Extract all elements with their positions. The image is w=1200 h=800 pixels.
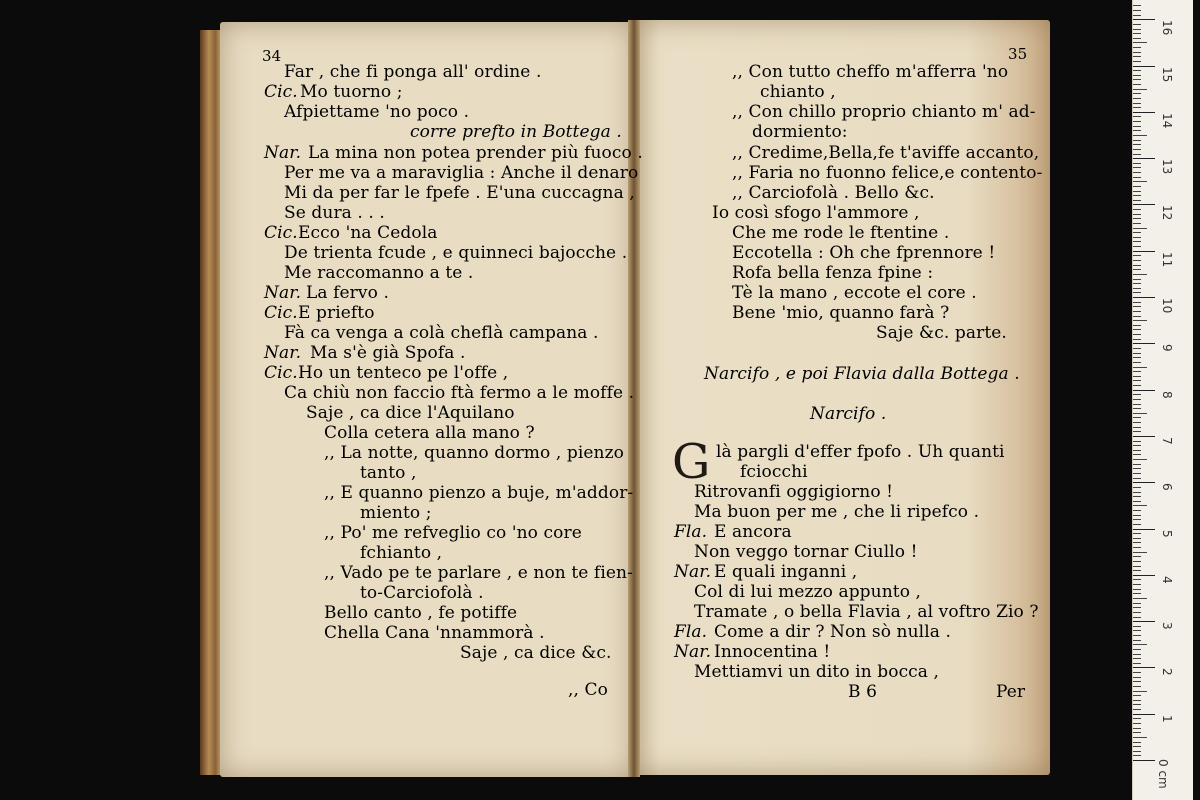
ruler-tick xyxy=(1133,218,1141,219)
ruler-tick xyxy=(1133,265,1141,266)
ruler-unit-label: 0 cm xyxy=(1156,759,1170,789)
ruler-tick xyxy=(1133,130,1141,131)
ruler-tick xyxy=(1133,482,1155,483)
ruler-number: 1 xyxy=(1160,714,1174,723)
text-line: La fervo . xyxy=(306,283,389,303)
ruler-tick xyxy=(1133,89,1147,90)
ruler-tick xyxy=(1133,533,1141,534)
ruler-tick xyxy=(1133,695,1141,696)
ruler-tick xyxy=(1133,454,1141,455)
text-line: E priefto xyxy=(298,303,375,323)
ruler-tick xyxy=(1133,316,1141,317)
ruler-tick xyxy=(1133,135,1147,136)
ruler-tick xyxy=(1133,755,1141,756)
ruler-tick xyxy=(1133,663,1141,664)
ruler-tick xyxy=(1133,691,1147,692)
ruler-tick xyxy=(1133,5,1141,6)
text-line: Se dura . . . xyxy=(284,203,385,223)
ruler-tick xyxy=(1133,408,1141,409)
text-line: Far , che fi ponga all' ordine . xyxy=(284,62,542,82)
ruler-tick xyxy=(1133,737,1147,738)
ruler-tick xyxy=(1133,228,1147,229)
ruler-tick xyxy=(1133,728,1141,729)
ruler-tick xyxy=(1133,334,1141,335)
text-line: Saje , ca dice &c. xyxy=(460,643,612,663)
text-line: ,, Credime,Bella,fe t'aviffe accanto, xyxy=(732,143,1040,163)
ruler-tick xyxy=(1133,343,1155,344)
ruler-tick xyxy=(1133,376,1141,377)
ruler-tick xyxy=(1133,700,1141,701)
ruler-tick xyxy=(1133,570,1141,571)
ruler-tick xyxy=(1133,709,1141,710)
ruler-tick xyxy=(1133,288,1141,289)
ruler-tick xyxy=(1133,357,1141,358)
ruler-tick xyxy=(1133,204,1155,205)
ruler-tick xyxy=(1133,732,1141,733)
ruler-tick xyxy=(1133,302,1141,303)
right-page-number: 35 xyxy=(1008,45,1028,63)
text-line: De trienta fcude , e quinneci bajocche . xyxy=(284,243,628,263)
text-line: ,, Con tutto cheffo m'afferra 'no xyxy=(732,62,1009,82)
ruler-number: 14 xyxy=(1160,112,1174,129)
text-line: Tramate , o bella Flavia , al voftro Zio ? xyxy=(694,602,1039,622)
ruler-tick xyxy=(1133,566,1141,567)
ruler-tick xyxy=(1133,417,1141,418)
ruler-tick xyxy=(1133,116,1141,117)
ruler-tick xyxy=(1133,362,1141,363)
ruler-tick xyxy=(1133,181,1147,182)
stage-direction: corre prefto in Bottega . xyxy=(410,122,622,142)
ruler-tick xyxy=(1133,149,1141,150)
ruler-tick xyxy=(1133,283,1141,284)
text-line: Io così sfogo l'ammore , xyxy=(712,203,920,223)
ruler-tick xyxy=(1133,515,1141,516)
text-line: Saje &c. parte. xyxy=(876,323,1007,343)
text-line: E ancora xyxy=(714,522,792,542)
ruler-tick xyxy=(1133,445,1141,446)
ruler-number: 5 xyxy=(1160,529,1174,538)
text-line: tanto , xyxy=(360,463,417,483)
ruler-tick xyxy=(1133,441,1141,442)
text-line: Fà ca venga a colà cheflà campana . xyxy=(284,323,599,343)
ruler-tick xyxy=(1133,584,1141,585)
text-line: Ritrovanfi oggigiorno ! xyxy=(694,482,894,502)
ruler-tick xyxy=(1133,658,1141,659)
ruler-tick xyxy=(1133,603,1141,604)
ruler-number: 7 xyxy=(1160,436,1174,445)
ruler-tick xyxy=(1133,589,1141,590)
ruler-tick xyxy=(1133,552,1147,553)
ruler-tick xyxy=(1133,524,1141,525)
ruler-tick xyxy=(1133,329,1141,330)
text-line: fchianto , xyxy=(360,543,443,563)
speaker-label: Nar. xyxy=(674,642,712,662)
ruler-tick xyxy=(1133,593,1141,594)
ruler-tick xyxy=(1133,649,1141,650)
speaker-label: Cic. xyxy=(264,363,298,383)
text-line: miento ; xyxy=(360,503,432,523)
ruler-tick xyxy=(1133,33,1141,34)
ruler-number: 8 xyxy=(1160,390,1174,399)
ruler-tick xyxy=(1133,404,1141,405)
ruler-tick xyxy=(1133,667,1155,668)
ruler-number: 6 xyxy=(1160,483,1174,491)
ruler-tick xyxy=(1133,427,1141,428)
speaker-label: Fla. xyxy=(674,622,708,642)
ruler-tick xyxy=(1133,529,1155,530)
ruler-tick xyxy=(1133,598,1147,599)
ruler-tick xyxy=(1133,640,1141,641)
ruler-number: 9 xyxy=(1160,344,1174,352)
ruler-tick xyxy=(1133,348,1141,349)
ruler-tick xyxy=(1133,464,1141,465)
speaker-label: Nar. xyxy=(264,283,302,303)
ruler-tick xyxy=(1133,200,1141,201)
ruler-tick xyxy=(1133,232,1141,233)
ruler-tick xyxy=(1133,260,1141,261)
ruler-tick xyxy=(1133,274,1147,275)
ruler-tick xyxy=(1133,501,1141,502)
ruler-tick xyxy=(1133,144,1141,145)
ruler-tick xyxy=(1133,390,1155,391)
ruler-tick xyxy=(1133,38,1141,39)
ruler-tick xyxy=(1133,478,1141,479)
ruler-tick xyxy=(1133,66,1155,67)
ruler-tick xyxy=(1133,154,1141,155)
text-line: Chella Cana 'nnammorà . xyxy=(324,623,545,643)
ruler-tick xyxy=(1133,52,1141,53)
ruler-tick xyxy=(1133,279,1141,280)
text-line: E quali inganni , xyxy=(714,562,858,582)
ruler-tick xyxy=(1133,654,1141,655)
ruler-tick xyxy=(1133,140,1141,141)
text-line: Eccotella : Oh che fprennore ! xyxy=(732,243,996,263)
text-line: Mo tuorno ; xyxy=(300,82,403,102)
ruler-tick xyxy=(1133,760,1155,761)
ruler-tick xyxy=(1133,186,1141,187)
text-line: Afpiettame 'no poco . xyxy=(284,102,470,122)
text-line: ,, Po' me refveglio co 'no core xyxy=(324,523,582,543)
ruler-tick xyxy=(1133,371,1141,372)
ruler-tick xyxy=(1133,191,1141,192)
speaker-label: Nar. xyxy=(674,562,712,582)
ruler-tick xyxy=(1133,510,1141,511)
ruler-number: 2 xyxy=(1160,668,1174,677)
ruler-number: 12 xyxy=(1160,205,1174,221)
ruler-tick xyxy=(1133,617,1141,618)
text-line: La mina non potea prender più fuoco . xyxy=(308,143,643,163)
ruler-tick xyxy=(1133,561,1141,562)
scene-heading: Narcifo , e poi Flavia dalla Bottega . xyxy=(704,364,1020,384)
ruler-tick xyxy=(1133,320,1147,321)
page-edges xyxy=(200,30,222,775)
ruler-tick xyxy=(1133,468,1141,469)
ruler-tick xyxy=(1133,79,1141,80)
ruler-tick xyxy=(1133,677,1141,678)
catchword: Per xyxy=(996,682,1026,702)
speaker-label: Cic. xyxy=(264,303,298,323)
ruler-tick xyxy=(1133,505,1147,506)
ruler-tick xyxy=(1133,167,1141,168)
ruler-tick xyxy=(1133,339,1141,340)
text-line: Ca chiù non faccio ftà fermo a le moffe . xyxy=(284,383,635,403)
ruler-number: 4 xyxy=(1160,575,1174,584)
text-line: Che me rode le ftentine . xyxy=(732,223,950,243)
text-line: ,, La notte, quanno dormo , pienzo xyxy=(324,443,624,463)
ruler-tick xyxy=(1133,367,1147,368)
ruler-tick xyxy=(1133,496,1141,497)
drop-capital: G xyxy=(672,434,711,490)
ruler-tick xyxy=(1133,621,1155,622)
ruler-tick xyxy=(1133,556,1141,557)
ruler-tick xyxy=(1133,413,1147,414)
ruler-tick xyxy=(1133,297,1155,298)
ruler-tick xyxy=(1133,214,1141,215)
ruler-tick xyxy=(1133,422,1141,423)
ruler-tick xyxy=(1133,61,1141,62)
speaker-label: Cic. xyxy=(264,223,298,243)
signature-mark: B 6 xyxy=(848,682,878,702)
ruler-number: 11 xyxy=(1160,251,1174,267)
ruler-tick xyxy=(1133,75,1141,76)
ruler-tick xyxy=(1133,626,1141,627)
ruler-tick xyxy=(1133,158,1155,159)
ruler-tick xyxy=(1133,672,1141,673)
text-line: Ma s'è già Spofa . xyxy=(310,343,466,363)
ruler-tick xyxy=(1133,519,1141,520)
ruler-tick xyxy=(1133,325,1141,326)
speaker-heading: Narcifo . xyxy=(810,404,887,424)
ruler-tick xyxy=(1133,579,1141,580)
text-line: Non veggo tornar Ciullo ! xyxy=(694,542,918,562)
ruler-tick xyxy=(1133,177,1141,178)
ruler-tick xyxy=(1133,704,1141,705)
ruler-tick xyxy=(1133,450,1141,451)
text-line: Me raccomanno a te . xyxy=(284,263,474,283)
text-line: dormiento: xyxy=(752,122,848,142)
speaker-label: Nar. xyxy=(264,343,302,363)
text-line: Come a dir ? Non sò nulla . xyxy=(714,622,951,642)
ruler-tick xyxy=(1133,29,1141,30)
ruler-number: 3 xyxy=(1160,622,1174,630)
ruler-number: 10 xyxy=(1160,298,1174,314)
ruler-tick xyxy=(1133,473,1141,474)
ruler-tick xyxy=(1133,241,1141,242)
ruler-tick xyxy=(1133,607,1141,608)
ruler-tick xyxy=(1133,399,1141,400)
text-line: Col di lui mezzo appunto , xyxy=(694,582,922,602)
ruler-tick xyxy=(1133,306,1141,307)
ruler-tick xyxy=(1133,681,1141,682)
ruler-tick xyxy=(1133,635,1141,636)
ruler-tick xyxy=(1133,269,1141,270)
ruler-tick xyxy=(1133,723,1141,724)
ruler-tick xyxy=(1133,255,1141,256)
ruler-tick xyxy=(1133,742,1141,743)
text-line: Mettiamvi un dito in bocca , xyxy=(694,662,940,682)
ruler-tick xyxy=(1133,547,1141,548)
ruler-tick xyxy=(1133,436,1155,437)
ruler-tick xyxy=(1133,751,1141,752)
text-line: Bello canto , fe potiffe xyxy=(324,603,518,623)
ruler-tick xyxy=(1133,19,1155,20)
ruler-tick xyxy=(1133,380,1141,381)
text-line: Ho un tenteco pe l'offe , xyxy=(298,363,509,383)
ruler-number: 13 xyxy=(1160,159,1174,175)
text-line: Colla cetera alla mano ? xyxy=(324,423,535,443)
ruler-tick xyxy=(1133,70,1141,71)
ruler-tick xyxy=(1133,15,1141,16)
text-line: ,, Vado pe te parlare , e non te fien- xyxy=(324,563,633,583)
ruler-tick xyxy=(1133,385,1141,386)
ruler-tick xyxy=(1133,209,1141,210)
ruler-tick xyxy=(1133,163,1141,164)
catchword: ,, Co xyxy=(568,680,608,700)
ruler-tick xyxy=(1133,98,1141,99)
text-line: Per me va a maraviglia : Anche il denaro xyxy=(284,163,639,183)
ruler-tick xyxy=(1133,459,1147,460)
ruler-number: 15 xyxy=(1160,66,1174,82)
ruler-tick xyxy=(1133,718,1141,719)
ruler-tick xyxy=(1133,112,1155,113)
ruler-tick xyxy=(1133,246,1141,247)
ruler-tick xyxy=(1133,575,1155,576)
ruler-tick xyxy=(1133,612,1141,613)
ruler-tick xyxy=(1133,47,1141,48)
ruler-tick xyxy=(1133,24,1141,25)
speaker-label: Cic. xyxy=(264,82,298,102)
ruler-tick xyxy=(1133,10,1141,11)
ruler-tick xyxy=(1133,538,1141,539)
text-line: ,, Con chillo proprio chianto m' ad- xyxy=(732,102,1036,122)
text-line: Tè la mano , eccote el core . xyxy=(732,283,977,303)
measuring-ruler xyxy=(1132,0,1193,800)
ruler-tick xyxy=(1133,292,1141,293)
ruler-tick xyxy=(1133,251,1155,252)
text-line: Ma buon per me , che li ripefco . xyxy=(694,502,980,522)
ruler-tick xyxy=(1133,56,1141,57)
ruler-tick xyxy=(1133,311,1141,312)
left-page-number: 34 xyxy=(262,47,282,65)
ruler-tick xyxy=(1133,42,1147,43)
ruler-tick xyxy=(1133,714,1155,715)
ruler-tick xyxy=(1133,644,1147,645)
ruler-tick xyxy=(1133,630,1141,631)
text-line: là pargli d'effer fpofo . Uh quanti xyxy=(716,442,1005,462)
ruler-tick xyxy=(1133,172,1141,173)
text-line: Rofa bella fenza fpine : xyxy=(732,263,934,283)
ruler-tick xyxy=(1133,223,1141,224)
ruler-tick xyxy=(1133,84,1141,85)
ruler-tick xyxy=(1133,93,1141,94)
ruler-tick xyxy=(1133,487,1141,488)
ruler-tick xyxy=(1133,431,1141,432)
ruler-tick xyxy=(1133,492,1141,493)
text-line: chianto , xyxy=(760,82,836,102)
speaker-label: Fla. xyxy=(674,522,708,542)
text-line: Saje , ca dice l'Aquilano xyxy=(306,403,515,423)
text-line: Ecco 'na Cedola xyxy=(298,223,438,243)
speaker-label: Nar. xyxy=(264,143,302,163)
text-line: Mi da per far le fpefe . E'una cuccagna , xyxy=(284,183,635,203)
ruler-tick xyxy=(1133,746,1141,747)
ruler-tick xyxy=(1133,121,1141,122)
ruler-tick xyxy=(1133,195,1141,196)
ruler-tick xyxy=(1133,237,1141,238)
ruler-tick xyxy=(1133,353,1141,354)
text-line: to-Carciofolà . xyxy=(360,583,484,603)
text-line: ,, Faria no fuonno felice,e contento- xyxy=(732,163,1043,183)
text-line: Innocentina ! xyxy=(714,642,831,662)
ruler-tick xyxy=(1133,103,1141,104)
ruler-tick xyxy=(1133,107,1141,108)
ruler-tick xyxy=(1133,542,1141,543)
text-line: ,, Carciofolà . Bello &c. xyxy=(732,183,935,203)
ruler-tick xyxy=(1133,126,1141,127)
ruler-tick xyxy=(1133,394,1141,395)
text-line: Bene 'mio, quanno farà ? xyxy=(732,303,950,323)
ruler-tick xyxy=(1133,686,1141,687)
text-line: fciocchi xyxy=(740,462,808,482)
text-line: ,, E quanno pienzo a buje, m'addor- xyxy=(324,483,634,503)
ruler-number: 16 xyxy=(1160,20,1174,36)
